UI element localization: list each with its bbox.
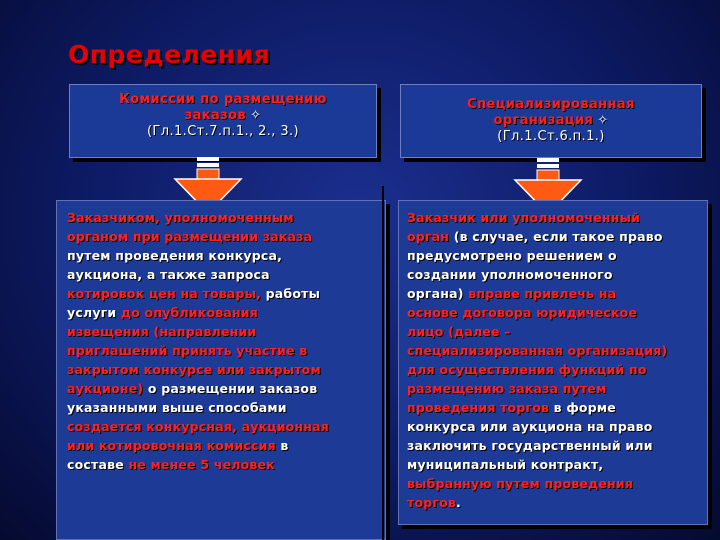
specialized-org-definition-box — [398, 200, 708, 525]
commission-header-ref: (Гл.1.Ст.7.п.1., 2., 3.) — [146, 124, 300, 139]
definition-segment: создается конкурсная, аукционная — [67, 419, 330, 434]
definition-line — [407, 246, 699, 265]
definition-segment: органа) — [407, 286, 469, 301]
definition-segment: составе — [67, 457, 129, 472]
definition-segment: конкурса или аукциона на право — [407, 419, 653, 434]
commission-header-box — [69, 84, 377, 158]
definition-line — [67, 303, 375, 322]
definition-line — [67, 417, 375, 436]
definition-segment: предусмотрено решением о — [407, 248, 617, 263]
definition-segment: (в случае, если такое право — [453, 229, 663, 244]
definition-segment: услуги — [67, 305, 121, 320]
definition-segment: для осуществления функций по — [407, 362, 647, 377]
definition-line — [407, 265, 699, 284]
definition-line — [407, 341, 699, 360]
definition-line — [67, 436, 375, 455]
definition-segment: в форме — [553, 400, 616, 415]
definition-line — [67, 341, 375, 360]
definition-segment: указанными выше способами — [67, 400, 287, 415]
definition-line — [67, 360, 375, 379]
definition-line — [67, 379, 375, 398]
definition-segment: извещения (направлении — [67, 324, 257, 339]
specialized-org-header-line1: Специализированная — [467, 97, 635, 112]
specialized-org-header-line2: организация — [493, 113, 594, 128]
definition-segment: закрытом конкурсе или закрытом — [67, 362, 321, 377]
definition-segment: лицо (далее – — [407, 324, 511, 339]
definition-line — [67, 265, 375, 284]
specialized-org-header-box — [400, 84, 702, 158]
sparkle-icon: ✧ — [250, 108, 262, 123]
definition-segment: заключить государственный или — [407, 438, 653, 453]
definition-line — [67, 246, 375, 265]
definition-line — [67, 455, 375, 474]
definition-segment: котировок цен на товары, — [67, 286, 266, 301]
definition-segment: работы — [265, 286, 321, 301]
definition-segment: создании уполномоченного — [407, 267, 613, 282]
definition-line — [407, 379, 699, 398]
definition-line — [407, 455, 699, 474]
definition-segment: до опубликования — [120, 305, 258, 320]
definition-segment: Заказчик или уполномоченный — [407, 210, 641, 225]
page-title: Определения — [68, 40, 271, 69]
definition-line — [407, 398, 699, 417]
sparkle-icon: ✧ — [597, 113, 609, 128]
definition-segment: проведения торгов — [407, 400, 554, 415]
definition-segment: торгов — [407, 495, 457, 510]
definition-segment: приглашений принять участие в — [67, 343, 308, 358]
definition-line — [407, 360, 699, 379]
definition-line — [407, 436, 699, 455]
definition-line — [407, 474, 699, 493]
definition-line — [67, 398, 375, 417]
definition-segment: в — [280, 438, 289, 453]
definition-segment: муниципальный контракт, — [407, 457, 604, 472]
definition-segment: выбранную путем проведения — [407, 476, 634, 491]
definition-segment: Заказчиком, уполномоченным — [67, 210, 294, 225]
definition-line — [407, 208, 699, 227]
definition-segment: о размещении заказов — [147, 381, 318, 396]
commission-definition-box — [56, 200, 386, 540]
definition-segment: не менее 5 человек — [128, 457, 275, 472]
definition-line — [407, 417, 699, 436]
specialized-org-header-ref: (Гл.1.Ст.6.п.1.) — [497, 129, 605, 144]
definition-line — [407, 303, 699, 322]
definition-segment: путем проведения конкурса, — [67, 248, 283, 263]
definition-line — [407, 227, 699, 246]
commission-header-line1: Комиссии по размещению — [119, 92, 327, 107]
definition-segment: орган — [407, 229, 454, 244]
definition-segment: органом при размещении заказа — [67, 229, 313, 244]
definition-line — [67, 227, 375, 246]
definition-line — [67, 322, 375, 341]
definition-segment: размещению заказа путем — [407, 381, 607, 396]
definition-segment: аукционе) — [67, 381, 148, 396]
definition-line — [407, 322, 699, 341]
definition-segment: вправе привлечь на — [468, 286, 617, 301]
definition-segment: специализированная организация) — [407, 343, 668, 358]
definition-segment: . — [456, 495, 461, 510]
definition-line — [67, 284, 375, 303]
definition-segment: основе договора юридическое — [407, 305, 638, 320]
definition-segment: аукциона, а также запроса — [67, 267, 270, 282]
definition-line — [67, 208, 375, 227]
definition-line — [407, 493, 699, 512]
column-divider — [382, 186, 384, 540]
commission-header-line2: заказов — [184, 108, 247, 123]
definition-line — [407, 284, 699, 303]
definition-segment: или котировочная комиссия — [67, 438, 281, 453]
